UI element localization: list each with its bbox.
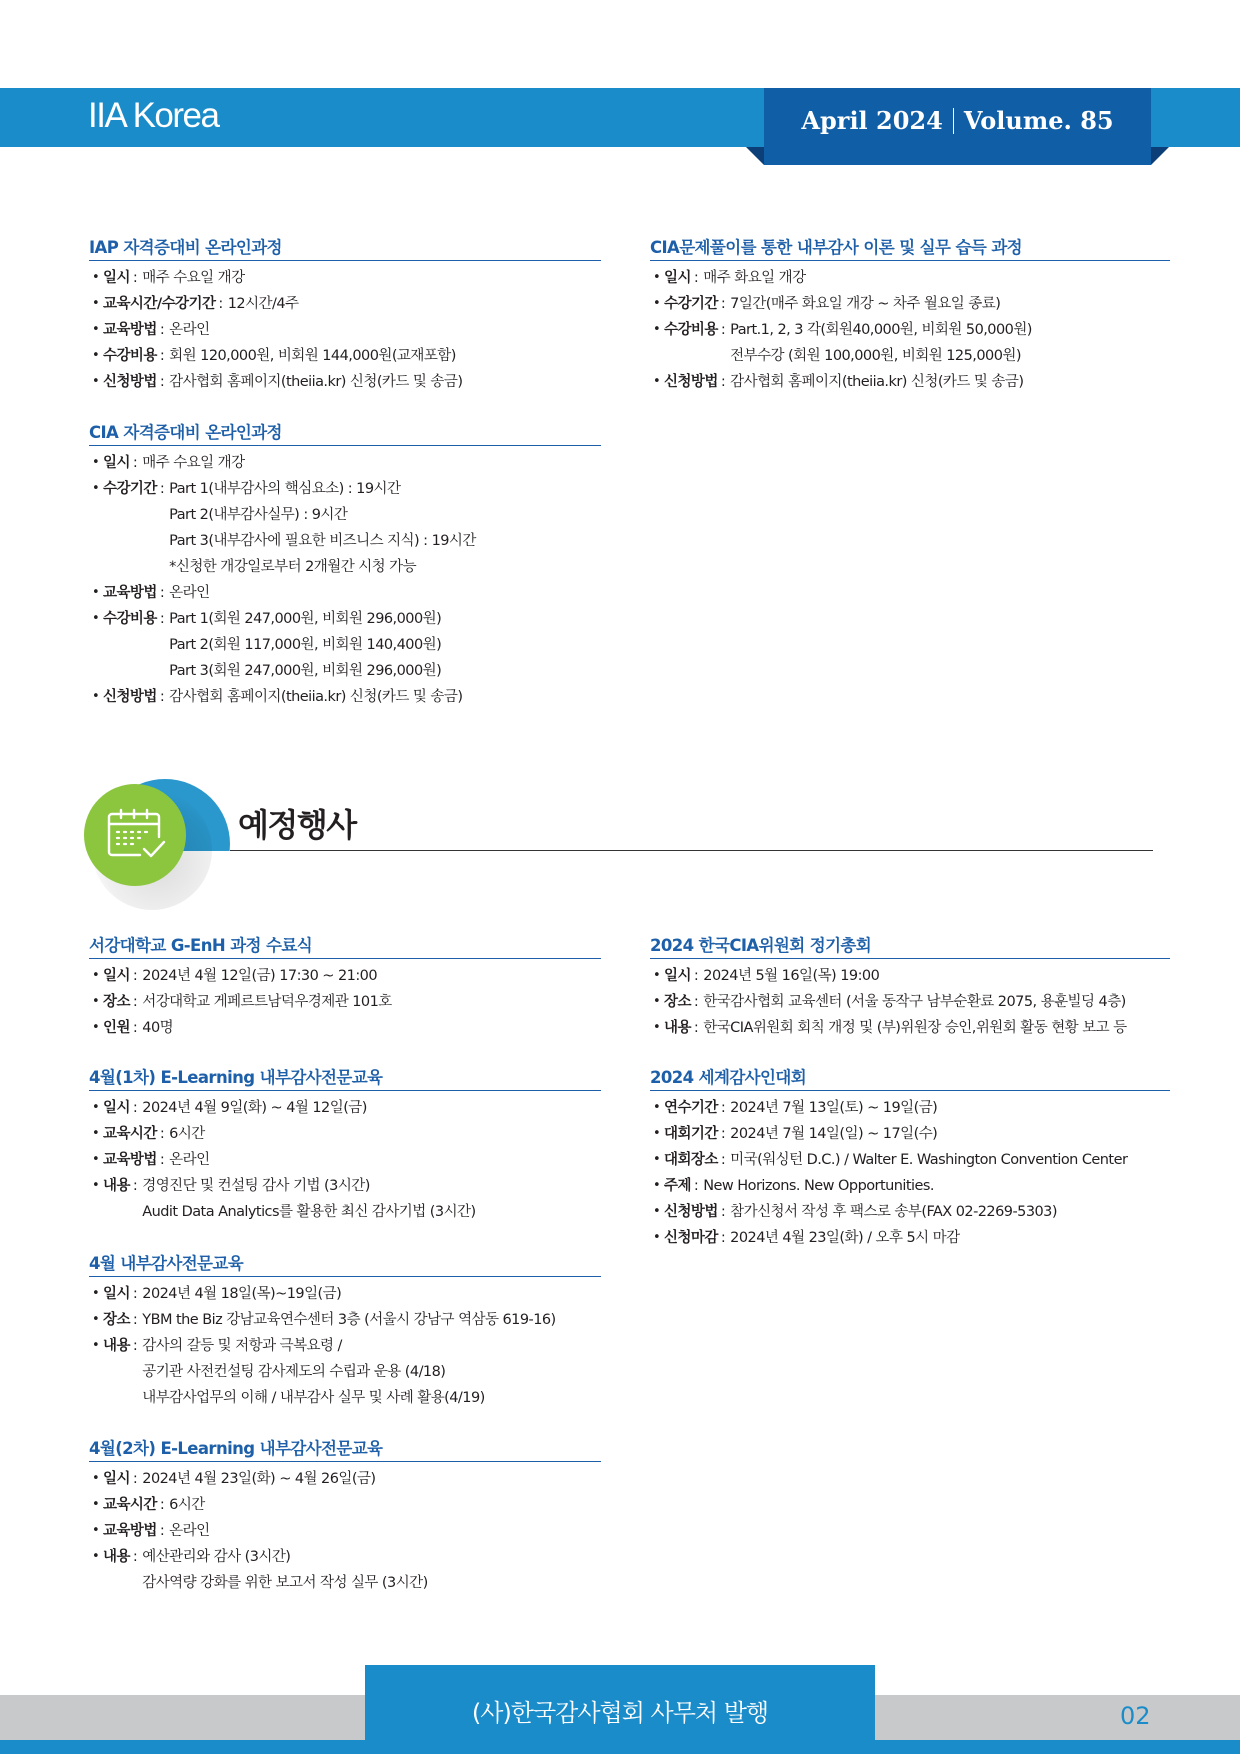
info-value: New Horizons. New Opportunities. — [703, 1178, 934, 1194]
info-label: • 내용 — [664, 1020, 691, 1036]
info-values — [169, 684, 462, 710]
section-title: 서강대학교 G-EnH 과정 수료식 — [89, 932, 601, 959]
info-label: • 교육시간 — [103, 1497, 157, 1513]
info-item — [89, 1307, 601, 1333]
info-label: • 대회장소 — [664, 1152, 718, 1168]
info-label: • 내용 — [103, 1338, 130, 1354]
info-list — [650, 261, 1170, 395]
info-label: • 주제 — [664, 1178, 691, 1194]
info-value: Part 3(회원 247,000원, 비회원 296,000원) — [169, 663, 442, 679]
info-colon: : — [159, 374, 165, 390]
info-value: 한국감사협회 교육센터 (서울 동작구 남부순환료 2075, 용훈빌딩 4층) — [703, 994, 1126, 1010]
brand-logo: IIA Korea — [88, 96, 219, 135]
info-colon: : — [693, 994, 699, 1010]
info-colon: : — [132, 1100, 138, 1116]
info-value: YBM the Biz 강남교육연수센터 3층 (서울시 강남구 역삼동 619-16) — [142, 1312, 556, 1328]
info-values — [730, 1095, 937, 1121]
info-value: 회원 120,000원, 비회원 144,000원(교재포함) — [169, 348, 456, 364]
info-label: • 신청마감 — [664, 1230, 718, 1246]
info-label: • 수강비용 — [664, 322, 718, 338]
info-item — [650, 1147, 1170, 1173]
info-values — [142, 989, 391, 1015]
info-value: *신청한 개강일로부터 2개월간 시청 가능 — [169, 559, 417, 575]
issue-separator — [953, 108, 954, 134]
info-label: • 장소 — [103, 994, 130, 1010]
info-values — [703, 265, 805, 291]
info-item — [89, 684, 601, 710]
info-item — [650, 369, 1170, 395]
info-colon: : — [159, 348, 165, 364]
info-list — [89, 446, 601, 710]
info-value: 온라인 — [169, 322, 210, 338]
info-colon: : — [720, 1230, 726, 1246]
info-label: • 신청방법 — [103, 689, 157, 705]
info-item — [89, 1095, 601, 1121]
section-elearning-1 — [89, 1064, 601, 1225]
section-title: 4월 내부감사전문교육 — [89, 1250, 601, 1277]
info-colon: : — [159, 481, 165, 497]
info-colon: : — [720, 296, 726, 312]
info-colon: : — [159, 1126, 165, 1142]
info-value: 6시간 — [169, 1497, 205, 1513]
info-values — [142, 1333, 484, 1411]
info-value: 2024년 5월 16일(목) 19:00 — [703, 968, 880, 984]
info-colon: : — [132, 1178, 138, 1194]
info-colon: : — [159, 585, 165, 601]
info-item — [89, 1518, 601, 1544]
info-value: 경영진단 및 컨설팅 감사 기법 (3시간) — [142, 1178, 370, 1194]
info-label: • 교육방법 — [103, 1523, 157, 1539]
info-value: 2024년 4월 9일(화) ~ 4월 12일(금) — [142, 1100, 367, 1116]
footer-bottom-line — [0, 1740, 1240, 1754]
info-values — [730, 1199, 1057, 1225]
info-colon: : — [720, 1152, 726, 1168]
info-colon: : — [159, 1523, 165, 1539]
info-values — [228, 291, 299, 317]
info-values — [169, 1147, 209, 1173]
info-value: 2024년 7월 14일(일) ~ 17일(수) — [730, 1126, 938, 1142]
info-colon: : — [720, 1204, 726, 1220]
info-list — [89, 1462, 601, 1596]
info-values — [142, 1281, 341, 1307]
section-elearning-2 — [89, 1435, 601, 1596]
info-list — [89, 959, 601, 1041]
info-item — [89, 1333, 601, 1411]
section-title: IAP 자격증대비 온라인과정 — [89, 234, 601, 261]
info-colon: : — [159, 611, 165, 627]
issue-info — [764, 106, 1151, 135]
info-label: • 일시 — [103, 455, 130, 471]
info-values — [730, 1225, 959, 1251]
info-item — [89, 369, 601, 395]
info-colon: : — [720, 1126, 726, 1142]
info-value: 2024년 4월 23일(화) / 오후 5시 마감 — [730, 1230, 960, 1246]
info-item — [89, 963, 601, 989]
info-colon: : — [132, 968, 138, 984]
info-value: 7일간(매주 화요일 개강 ~ 차주 월요일 종료) — [730, 296, 1001, 312]
info-item — [89, 1173, 601, 1225]
info-values — [703, 1015, 1126, 1041]
info-value: Part 1(회원 247,000원, 비회원 296,000원) — [169, 611, 442, 627]
info-label: • 교육방법 — [103, 585, 157, 601]
info-value: Part 2(내부감사실무) : 9시간 — [169, 507, 348, 523]
section-world-auditor-conference — [650, 1064, 1170, 1251]
info-values — [730, 369, 1023, 395]
info-colon: : — [159, 322, 165, 338]
info-value: Audit Data Analytics를 활용한 최신 감사기법 (3시간) — [142, 1204, 476, 1220]
info-value: Part 1(내부감사의 핵심요소) : 19시간 — [169, 481, 401, 497]
info-label: • 인원 — [103, 1020, 130, 1036]
info-item — [89, 1544, 601, 1596]
info-value: 미국(워싱턴 D.C.) / Walter E. Washington Convention Center — [730, 1152, 1128, 1168]
section-title: 4월(2차) E-Learning 내부감사전문교육 — [89, 1435, 601, 1462]
info-label: • 대회기간 — [664, 1126, 718, 1142]
info-values — [169, 476, 476, 580]
info-value: 12시간/4주 — [227, 296, 299, 312]
info-label: • 수강비용 — [103, 611, 157, 627]
info-item — [650, 1199, 1170, 1225]
info-value: 감사협회 홈페이지(theiia.kr) 신청(카드 및 송금) — [169, 374, 463, 390]
info-colon: : — [132, 994, 138, 1010]
info-value: 온라인 — [169, 1523, 210, 1539]
info-values — [169, 606, 441, 684]
info-item — [89, 1466, 601, 1492]
info-value: 온라인 — [169, 1152, 210, 1168]
info-item — [650, 989, 1170, 1015]
info-values — [169, 1121, 205, 1147]
info-value: 6시간 — [169, 1126, 205, 1142]
info-value: 한국CIA위원회 회칙 개정 및 (부)위원장 승인,위원회 활동 현황 보고 등 — [703, 1020, 1127, 1036]
info-label: • 신청방법 — [103, 374, 157, 390]
issue-volume: Volume. 85 — [963, 106, 1114, 135]
info-values — [142, 450, 244, 476]
info-label: • 교육방법 — [103, 322, 157, 338]
info-item — [89, 317, 601, 343]
section-cia-course — [89, 419, 601, 710]
info-value: 2024년 4월 18일(목)~19일(금) — [142, 1286, 342, 1302]
page-number: 02 — [1120, 1702, 1151, 1730]
info-label: • 장소 — [664, 994, 691, 1010]
info-item — [89, 1147, 601, 1173]
info-label: • 일시 — [103, 1286, 130, 1302]
info-colon: : — [159, 1497, 165, 1513]
issue-date: April 2024 — [801, 106, 943, 135]
events-heading: 예정행사 — [238, 806, 356, 844]
info-value: 감사협회 홈페이지(theiia.kr) 신청(카드 및 송금) — [169, 689, 463, 705]
info-values — [142, 1307, 555, 1333]
info-item — [89, 989, 601, 1015]
info-value: 온라인 — [169, 585, 210, 601]
info-item — [89, 291, 601, 317]
info-item — [89, 343, 601, 369]
info-item — [650, 317, 1170, 369]
info-colon: : — [720, 322, 726, 338]
info-colon: : — [132, 455, 138, 471]
info-values — [169, 343, 456, 369]
info-label: • 수강기간 — [664, 296, 718, 312]
info-label: • 일시 — [664, 270, 691, 286]
info-label: • 일시 — [103, 270, 130, 286]
info-label: • 내용 — [103, 1549, 130, 1565]
info-values — [703, 1173, 934, 1199]
info-item — [650, 265, 1170, 291]
info-value: 공기관 사전컨설팅 감사제도의 수립과 운용 (4/18) — [142, 1364, 446, 1380]
info-values — [142, 1466, 375, 1492]
info-colon: : — [720, 374, 726, 390]
info-colon: : — [132, 1471, 138, 1487]
info-colon: : — [132, 1286, 138, 1302]
section-cia-committee-meeting — [650, 932, 1170, 1041]
info-values — [169, 1492, 205, 1518]
info-item — [650, 1015, 1170, 1041]
info-colon: : — [132, 1020, 138, 1036]
info-value: 감사역량 강화를 위한 보고서 작성 실무 (3시간) — [142, 1575, 428, 1591]
info-item — [650, 1173, 1170, 1199]
issue-ribbon-fold-right — [1151, 147, 1169, 165]
info-label: • 일시 — [103, 1471, 130, 1487]
info-values — [142, 1544, 427, 1596]
info-list — [89, 1277, 601, 1411]
info-colon: : — [693, 1178, 699, 1194]
info-value: 40명 — [142, 1020, 174, 1036]
info-colon: : — [132, 1338, 138, 1354]
info-value: 참가신청서 작성 후 팩스로 송부(FAX 02-2269-5303) — [730, 1204, 1057, 1220]
section-title: 4월(1차) E-Learning 내부감사전문교육 — [89, 1064, 601, 1091]
section-title: CIA 자격증대비 온라인과정 — [89, 419, 601, 446]
info-list — [650, 959, 1170, 1041]
section-iap-course — [89, 234, 601, 395]
section-title: 2024 한국CIA위원회 정기총회 — [650, 932, 1170, 959]
info-item — [89, 450, 601, 476]
info-values — [142, 963, 377, 989]
info-label: • 수강비용 — [103, 348, 157, 364]
info-label: • 교육방법 — [103, 1152, 157, 1168]
info-label: • 교육시간/수강기간 — [103, 296, 216, 312]
info-values — [169, 369, 462, 395]
events-heading-rule — [230, 850, 1153, 851]
info-value: 예산관리와 감사 (3시간) — [142, 1549, 291, 1565]
info-item — [650, 1225, 1170, 1251]
info-label: • 일시 — [103, 1100, 130, 1116]
info-values — [169, 580, 209, 606]
info-value: 매주 수요일 개강 — [142, 455, 245, 471]
info-values — [142, 1173, 475, 1225]
info-colon: : — [218, 296, 223, 312]
info-item — [89, 606, 601, 684]
info-values — [730, 317, 1032, 369]
info-item — [650, 1121, 1170, 1147]
events-icon-badge — [84, 784, 186, 886]
info-value: Part 2(회원 117,000원, 비회원 140,400원) — [169, 637, 442, 653]
info-values — [730, 1121, 937, 1147]
info-list — [89, 261, 601, 395]
info-value: 2024년 4월 23일(화) ~ 4월 26일(금) — [142, 1471, 376, 1487]
info-values — [730, 1147, 1127, 1173]
info-value: 매주 수요일 개강 — [142, 270, 245, 286]
info-label: • 내용 — [103, 1178, 130, 1194]
info-item — [89, 1281, 601, 1307]
info-label: • 신청방법 — [664, 1204, 718, 1220]
info-list — [89, 1091, 601, 1225]
info-values — [142, 1095, 367, 1121]
info-colon: : — [159, 689, 165, 705]
info-value: 매주 화요일 개강 — [703, 270, 806, 286]
info-item — [89, 1121, 601, 1147]
info-label: • 일시 — [103, 968, 130, 984]
section-title: CIA문제풀이를 통한 내부감사 이론 및 실무 습득 과정 — [650, 234, 1170, 261]
info-values — [142, 265, 244, 291]
info-values — [703, 989, 1126, 1015]
info-value: 2024년 4월 12일(금) 17:30 ~ 21:00 — [142, 968, 378, 984]
info-colon: : — [720, 1100, 726, 1116]
info-label: • 신청방법 — [664, 374, 718, 390]
info-item — [89, 1492, 601, 1518]
info-item — [89, 476, 601, 580]
info-item — [89, 580, 601, 606]
info-colon: : — [693, 270, 699, 286]
info-item — [650, 963, 1170, 989]
issue-ribbon-fold-left — [746, 147, 764, 165]
info-values — [730, 291, 1000, 317]
info-value: 2024년 7월 13일(토) ~ 19일(금) — [730, 1100, 938, 1116]
info-value: 감사협회 홈페이지(theiia.kr) 신청(카드 및 송금) — [730, 374, 1024, 390]
info-item — [89, 265, 601, 291]
info-colon: : — [132, 1549, 138, 1565]
calendar-check-icon — [106, 807, 166, 863]
footer-publisher: (사)한국감사협회 사무처 발행 — [471, 1699, 769, 1727]
info-label: • 장소 — [103, 1312, 130, 1328]
info-label: • 일시 — [664, 968, 691, 984]
info-colon: : — [693, 968, 699, 984]
info-colon: : — [159, 1152, 165, 1168]
info-item — [650, 291, 1170, 317]
info-values — [169, 317, 209, 343]
section-cia-problem-course — [650, 234, 1170, 395]
info-value: 전부수강 (회원 100,000원, 비회원 125,000원) — [730, 348, 1021, 364]
info-values — [703, 963, 879, 989]
info-colon: : — [132, 1312, 138, 1328]
info-value: Part.1, 2, 3 각(회원40,000원, 비회원 50,000원) — [730, 322, 1032, 338]
info-value: Part 3(내부감사에 필요한 비즈니스 지식) : 19시간 — [169, 533, 476, 549]
section-april-audit-education — [89, 1250, 601, 1411]
section-sogang-graduation — [89, 932, 601, 1041]
info-values — [169, 1518, 209, 1544]
info-colon: : — [693, 1020, 699, 1036]
info-label: • 교육시간 — [103, 1126, 157, 1142]
info-item — [650, 1095, 1170, 1121]
info-value: 내부감사업무의 이해 / 내부감사 실무 및 사례 활용(4/19) — [142, 1390, 485, 1406]
info-value: 서강대학교 게페르트남덕우경제관 101호 — [142, 994, 392, 1010]
info-item — [89, 1015, 601, 1041]
section-title: 2024 세계감사인대회 — [650, 1064, 1170, 1091]
info-label: • 연수기간 — [664, 1100, 718, 1116]
info-values — [142, 1015, 173, 1041]
info-list — [650, 1091, 1170, 1251]
info-value: 감사의 갈등 및 저항과 극복요령 / — [142, 1338, 342, 1354]
info-colon: : — [132, 270, 138, 286]
info-label: • 수강기간 — [103, 481, 157, 497]
